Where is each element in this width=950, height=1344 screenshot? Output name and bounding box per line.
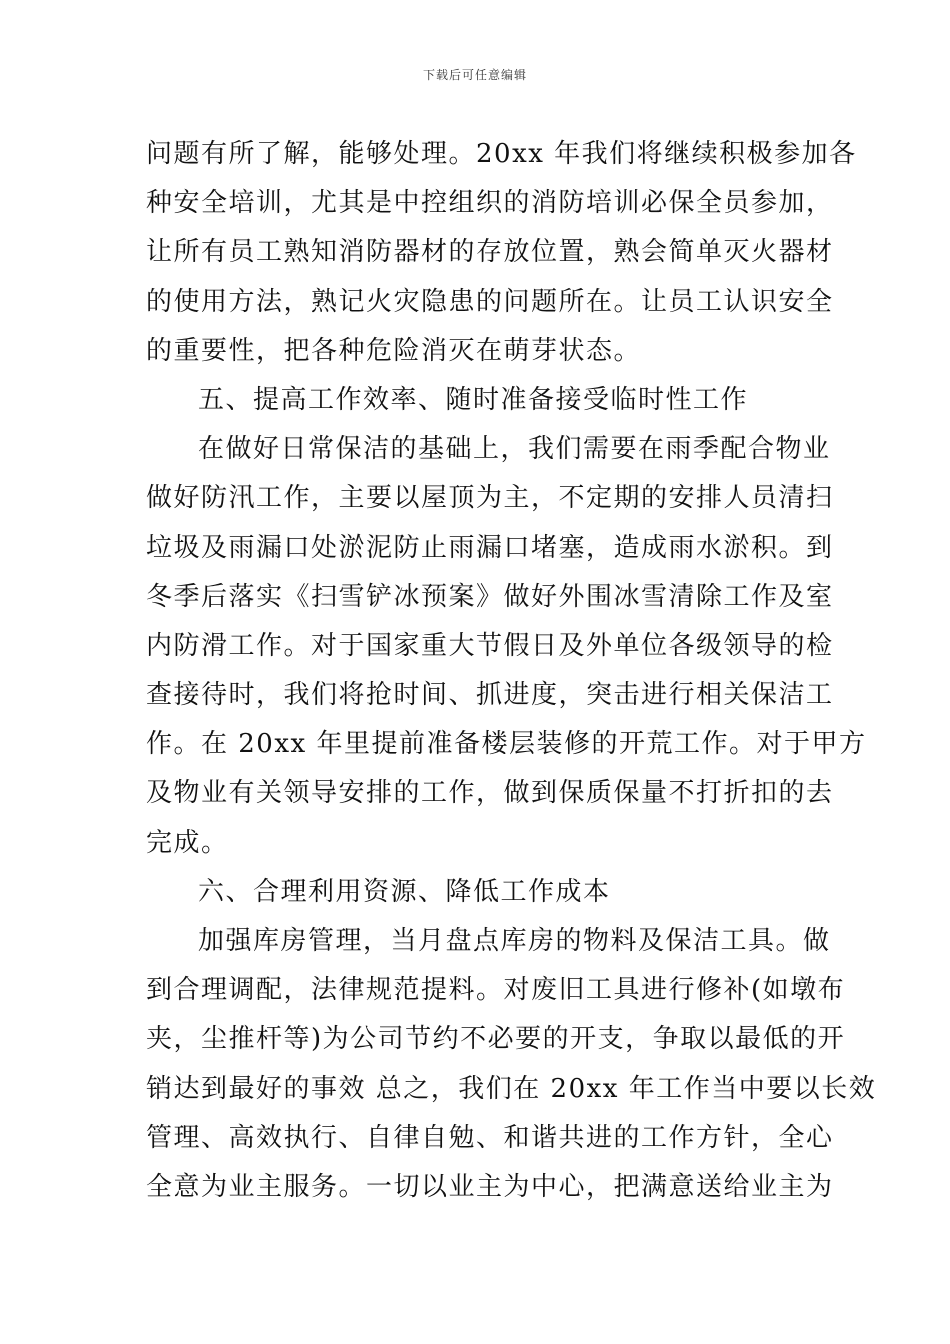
text-line: 内防滑工作。对于国家重大节假日及外单位各级领导的检 — [146, 630, 834, 661]
text-line: 种安全培训，尤其是中控组织的消防培训必保全员参加， — [146, 188, 834, 219]
document-body — [146, 130, 877, 1212]
text-line: 到合理调配，法律规范提料。对废旧工具进行修补(如墩布 — [146, 975, 846, 1006]
text-line: 夹，尘推杆等)为公司节约不必要的开支，争取以最低的开 — [146, 1024, 846, 1055]
section-heading-6: 六、合理利用资源、降低工作成本 — [198, 876, 611, 907]
text-line: 完成。 — [146, 827, 229, 858]
text-line: 查接待时，我们将抢时间、抓进度，突击进行相关保洁工 — [146, 680, 834, 711]
text-line: 问题有所了解，能够处理。20xx 年我们将继续积极参加各 — [146, 139, 857, 169]
text-line: 全意为业主服务。一切以业主为中心，把满意送给业主为 — [146, 1171, 834, 1202]
text-line: 让所有员工熟知消防器材的存放位置，熟会简单灭火器材 — [146, 237, 834, 268]
text-line: 及物业有关领导安排的工作，做到保质保量不打折扣的去 — [146, 778, 834, 809]
text-line: 作。在 20xx 年里提前准备楼层装修的开荒工作。对于甲方 — [146, 729, 867, 760]
download-note: 下载后可任意编辑 — [422, 68, 527, 82]
text-line: 的重要性，把各种危险消灭在萌芽状态。 — [146, 335, 642, 366]
text-line: 管理、高效执行、自律自勉、和谐共进的工作方针，全心 — [146, 1122, 834, 1153]
text-line: 冬季后落实《扫雪铲冰预案》做好外围冰雪清除工作及室 — [146, 581, 834, 612]
text-line: 做好防汛工作，主要以屋顶为主，不定期的安排人员清扫 — [146, 483, 834, 514]
text-line: 销达到最好的事效 总之，我们在 20xx 年工作当中要以长效 — [146, 1073, 877, 1104]
text-line: 的使用方法，熟记火灾隐患的问题所在。让员工认识安全 — [146, 286, 834, 317]
text-line: 垃圾及雨漏口处淤泥防止雨漏口堵塞，造成雨水淤积。到 — [146, 532, 834, 563]
paragraph-start: 加强库房管理，当月盘点库房的物料及保洁工具。做 — [198, 926, 831, 956]
paragraph-start: 在做好日常保洁的基础上，我们需要在雨季配合物业 — [198, 434, 831, 465]
section-heading-5: 五、提高工作效率、随时准备接受临时性工作 — [198, 384, 749, 415]
